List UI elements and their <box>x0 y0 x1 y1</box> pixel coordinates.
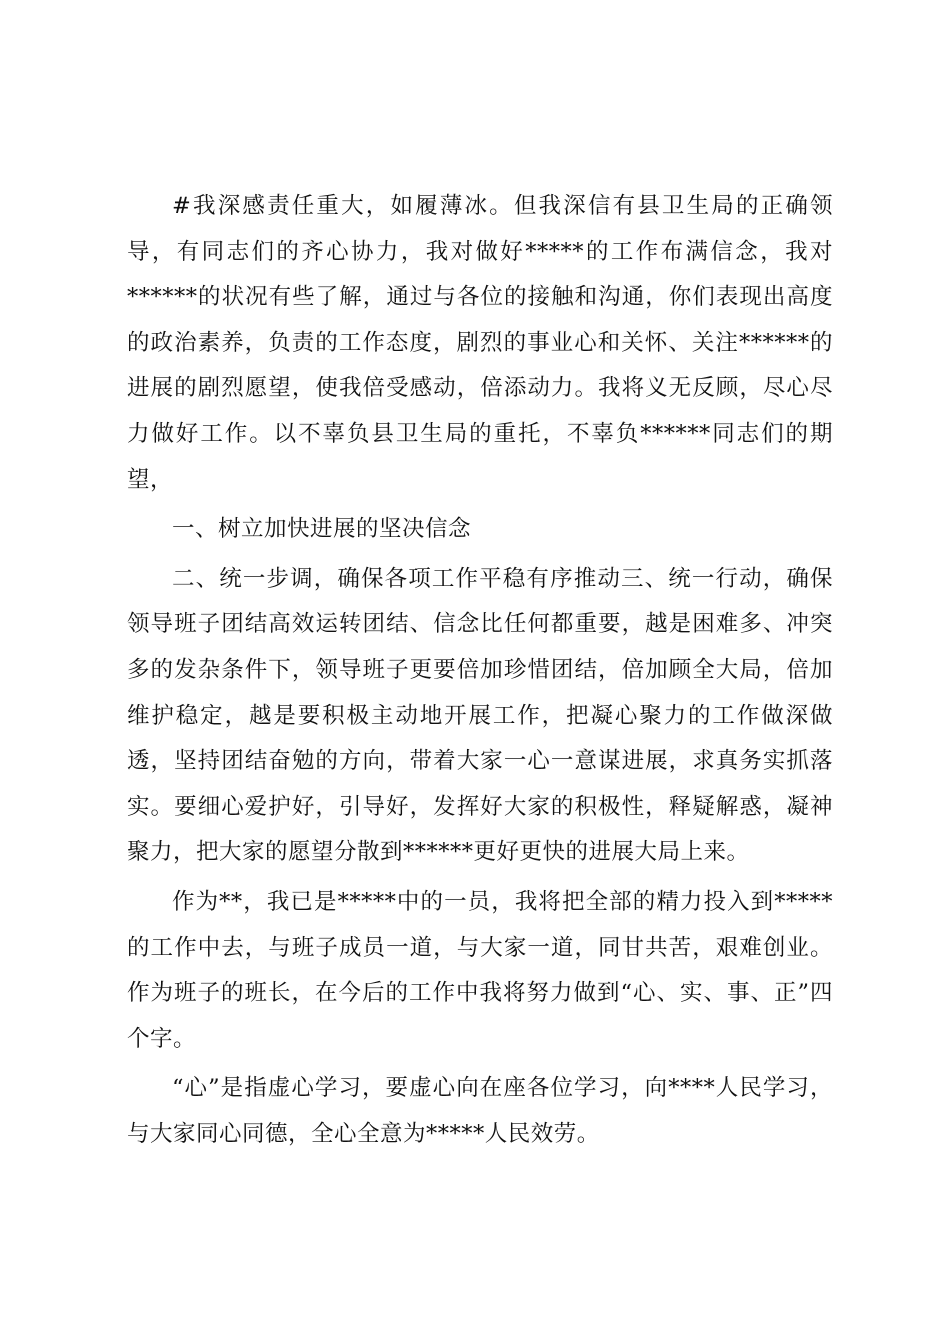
paragraph-heart: “心”是指虚心学习，要虚心向在座各位学习，向****人民学习，与大家同心同德，全心全意为*****人民效劳。 <box>127 1075 833 1147</box>
document-body <box>127 184 833 1161</box>
paragraph-unity: 二、统一步调，确保各项工作平稳有序推动三、统一行动，确保领导班子团结高效运转团结、信念比任何都重要，越是困难多、冲突多的发杂条件下，领导班子更要倍加珍惜团结，倍加顾全大局，倍加维护稳定，越是要积极主动地开展工作，把凝心聚力的工作做深做透，坚持团结奋勉的方向，带着大家一心一意谋进展，求真务实抓落实。要细心爱护好，引导好，发挥好大家的积极性，释疑解惑，凝神聚力，把大家的愿望分散到******更好更快的进展大局上来。 <box>127 565 833 866</box>
paragraph-heading-one: 一、树立加快进展的坚决信念 <box>172 516 472 543</box>
paragraph-role: 作为**，我已是*****中的一员，我将把全部的精力投入到*****的工作中去，与班子成员一道，与大家一道，同甘共苦，艰难创业。作为班子的班长，在今后的工作中我将努力做到“心、实、事、正”四个字。 <box>127 888 833 1052</box>
paragraph-intro: #我深感责任重大，如履薄冰。但我深信有县卫生局的正确领导，有同志们的齐心协力，我对做好*****的工作布满信念，我对******的状况有些了解，通过与各位的接触和沟通，你们表现出高度的政治素养，负责的工作态度，剧烈的事业心和关怀、关注******的进展的剧烈愿望，使我倍受感动，倍添动力。我将义无反顾，尽心尽力做好工作。以不辜负县卫生局的重托，不辜负******同志们的期望， <box>127 193 833 493</box>
